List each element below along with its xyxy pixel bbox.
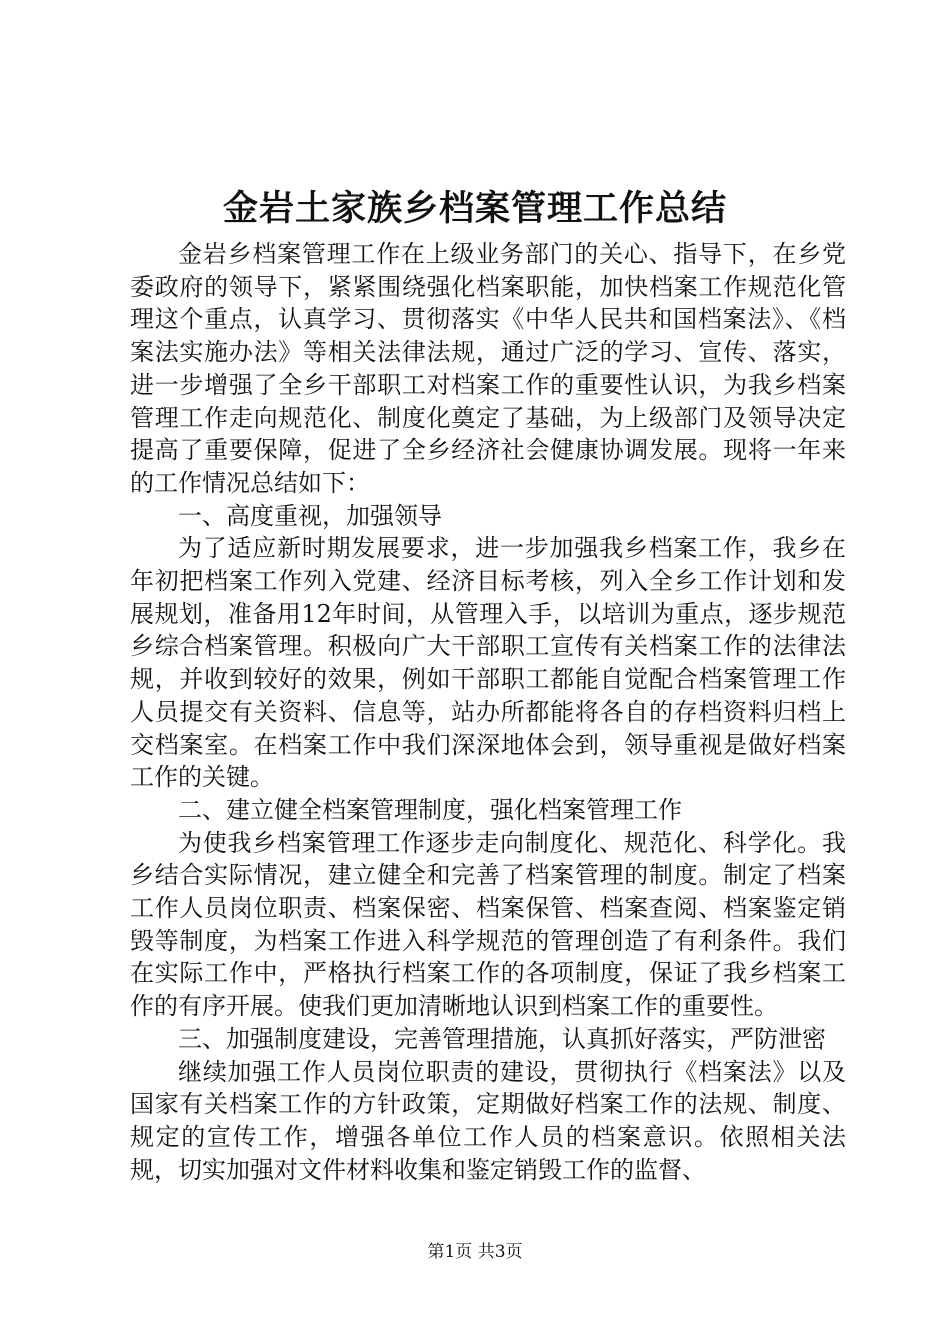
document-body [130, 238, 846, 1186]
paragraph-section-1: 为了适应新时期发展要求，进一步加强我乡档案工作，我乡在年初把档案工作列入党建、经济目标考核，列入全乡工作计划和发展规划，准备用12年时间，从管理入手，以培训为重点，逐步规范乡综合档案管理。积极向广大干部职工宣传有关档案工作的法律法规，并收到较好的效果，例如干部职工都能自觉配合档案管理工作人员提交有关资料、信息等，站办所都能将各自的存档资料归档上交档案室。在档案工作中我们深深地体会到，领导重视是做好档案工作的关键。 [130, 534, 846, 792]
section-heading-2: 二、建立健全档案管理制度，强化档案管理工作 [178, 795, 682, 824]
paragraph-section-2: 为使我乡档案管理工作逐步走向制度化、规范化、科学化。我乡结合实际情况，建立健全和完善了档案管理的制度。制定了档案工作人员岗位职责、档案保密、档案保管、档案查阅、档案鉴定销毁等制度，为档案工作进入科学规范的管理创造了有利条件。我们在实际工作中，严格执行档案工作的各项制度，保证了我乡档案工作的有序开展。使我们更加清晰地认识到档案工作的重要性。 [130, 828, 846, 1021]
document-title: 金岩土家族乡档案管理工作总结 [222, 188, 727, 229]
page-number-footer: 第1页 共3页 [427, 1242, 523, 1262]
section-heading-3: 三、加强制度建设，完善管理措施，认真抓好落实，严防泄密 [178, 1024, 826, 1053]
paragraph-intro: 金岩乡档案管理工作在上级业务部门的关心、指导下，在乡党委政府的领导下，紧紧围绕强化档案职能，加快档案工作规范化管理这个重点，认真学习、贯彻落实《中华人民共和国档案法》、《档案法实施办法》等相关法律法规，通过广泛的学习、宣传、落实，进一步增强了全乡干部职工对档案工作的重要性认识，为我乡档案管理工作走向规范化、制度化奠定了基础，为上级部门及领导决定提高了重要保障，促进了全乡经济社会健康协调发展。现将一年来的工作情况总结如下： [130, 240, 846, 497]
section-heading-1: 一、高度重视，加强领导 [178, 501, 442, 530]
paragraph-section-3: 继续加强工作人员岗位职责的建设，贯彻执行《档案法》以及国家有关档案工作的方针政策，定期做好档案工作的法规、制度、规定的宣传工作，增强各单位工作人员的档案意识。依照相关法规，切实加强对文件材料收集和鉴定销毁工作的监督、 [130, 1057, 846, 1184]
